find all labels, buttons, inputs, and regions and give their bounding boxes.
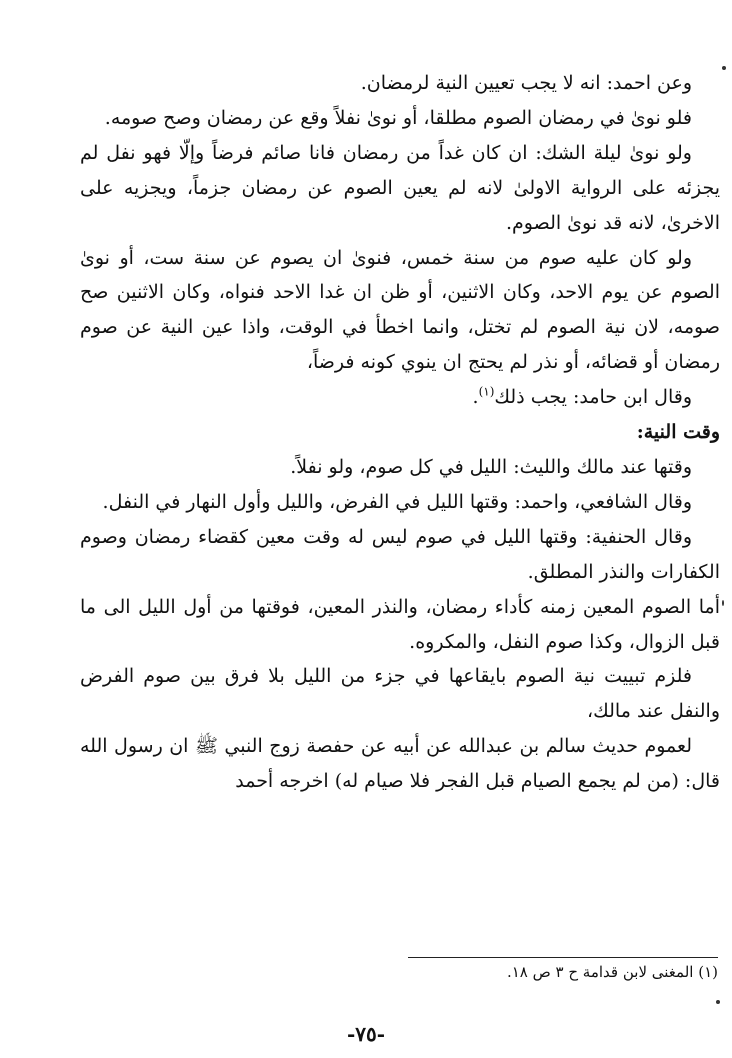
paragraph-5-suffix: . (472, 386, 479, 409)
page-number: -٧٥- (346, 1022, 386, 1046)
scan-speck (722, 600, 724, 606)
paragraph-8: وقال الحنفية: وقتها الليل في صوم ليس له وقت معين كقضاء رمضان وصوم الكفارات والنذر المطلق. (80, 525, 720, 583)
paragraph-6: وقتها عند مالك والليث: الليل في كل صوم، ولو نفلاً. (290, 455, 692, 478)
paragraph-7: وقال الشافعي، واحمد: وقتها الليل في الفرض، والليل وأول النهار في النفل. (102, 490, 692, 513)
paragraph-1: وعن احمد: انه لا يجب تعيين النية لرمضان. (360, 72, 692, 94)
paragraph-5-text: وقال ابن حامد: يجب ذلك (494, 386, 692, 409)
footnote: (١) المغنى لابن قدامة ح ٣ ص ١٨. (506, 963, 718, 981)
paragraph-3: ولو نوىٰ ليلة الشك: ان كان غداً من رمضان فانا صائم فرضاً وإلّا فهو نفل لم يجزئه على الرواية الاولىٰ لانه لم يعين الصوم عن رمضان جزماً، ويجزيه على الاخرىٰ، لانه قد نوىٰ الصوم. (80, 141, 720, 234)
paragraph-4: ولو كان عليه صوم من سنة خمس، فنوىٰ ان يصوم عن سنة ست، أو نوىٰ الصوم عن يوم الاحد، وكان الاثنين، أو ظن ان غدا الاحد فنواه، وكان الاثنين صح صومه، لان نية الصوم لم تختل، وانما اخطأ في الوقت، واذا عين النية عن صوم رمضان أو قضائه، أو نذر لم يحتج ان ينوي كونه فرضاً، (80, 246, 720, 374)
paragraph-9: أما الصوم المعين زمنه كأداء رمضان، والنذر المعين، فوقتها من أول الليل الى ما قبل الزوال، وكذا صوم النفل، والمكروه. (80, 595, 720, 653)
scan-speck (722, 66, 726, 70)
paragraph-11: لعموم حديث سالم بن عبدالله عن أبيه عن حفصة زوج النبي ﷺ ان رسول الله قال: (من لم يجمع الصيام قبل الفجر فلا صيام له) اخرجه أحمد (80, 735, 720, 793)
section-heading: وقت النية: (636, 421, 720, 444)
paragraph-2: فلو نوىٰ في رمضان الصوم مطلقا، أو نوىٰ نفلاً وقع عن رمضان وصح صومه. (104, 106, 692, 129)
scan-speck (716, 1000, 720, 1004)
footnote-divider (408, 957, 718, 958)
footnote-reference: (١) (478, 384, 495, 399)
main-text (80, 66, 720, 799)
paragraph-10: فلزم تبييت نية الصوم بايقاعها في جزء من الليل بلا فرق بين صوم الفرض والنفل عند مالك، (80, 665, 720, 723)
paragraph-5 (80, 380, 720, 415)
